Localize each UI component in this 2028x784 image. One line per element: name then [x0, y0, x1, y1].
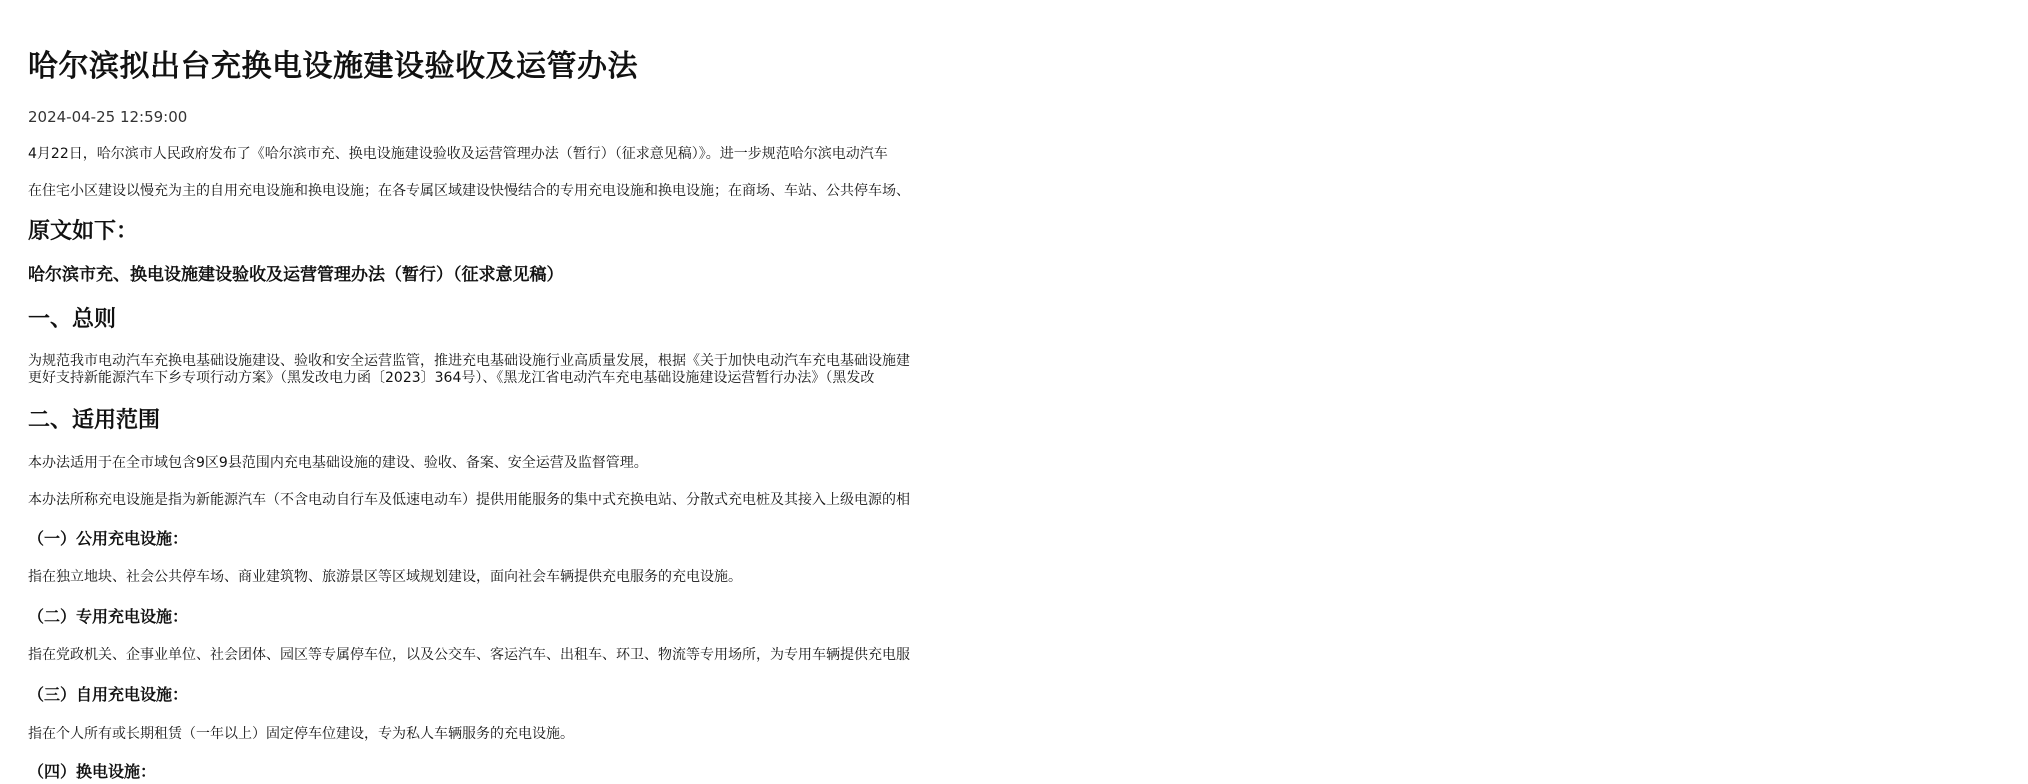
- section-general-line-2: 更好支持新能源汽车下乡专项行动方案》（黑发改电力函〔2023〕364号）、《黑龙江省电动汽车充电基础设施建设运营暂行办法》（黑发改: [28, 370, 875, 386]
- private-facility-heading: （三）自用充电设施：: [28, 685, 189, 704]
- section-general-heading: 一、总则: [28, 307, 117, 332]
- intro-paragraph-2: 在住宅小区建设以慢充为主的自用充电设施和换电设施；在各专属区域建设快慢结合的专用充电设施和换电设施；在商场、车站、公共停车场、: [28, 183, 910, 199]
- dedicated-facility-heading: （二）专用充电设施：: [28, 607, 189, 626]
- public-facility-text: 指在独立地块、社会公共停车场、商业建筑物、旅游景区等区域规划建设，面向社会车辆提供充电服务的充电设施。: [28, 569, 742, 585]
- publish-date: 2024-04-25 12:59:00: [28, 108, 188, 126]
- scope-paragraph-2: 本办法所称充电设施是指为新能源汽车（不含电动自行车及低速电动车）提供用能服务的集中式充换电站、分散式充电桩及其接入上级电源的相: [28, 492, 910, 508]
- intro-paragraph: 4月22日，哈尔滨市人民政府发布了《哈尔滨市充、换电设施建设验收及运营管理办法（暂行）（征求意见稿）》。进一步规范哈尔滨电动汽车: [28, 146, 888, 162]
- scope-paragraph-1: 本办法适用于在全市域包含9区9县范围内充电基础设施的建设、验收、备案、安全运营及监督管理。: [28, 455, 648, 471]
- section-scope-heading: 二、适用范围: [28, 408, 161, 433]
- article-title: 哈尔滨拟出台充换电设施建设验收及运管办法: [28, 49, 638, 84]
- public-facility-heading: （一）公用充电设施：: [28, 529, 189, 548]
- dedicated-facility-text: 指在党政机关、企事业单位、社会团体、园区等专属停车位，以及公交车、客运汽车、出租车、环卫、物流等专用场所，为专用车辆提供充电服: [28, 647, 910, 663]
- swap-facility-heading: （四）换电设施：: [28, 762, 157, 781]
- section-general-line-1: 为规范我市电动汽车充换电基础设施建设、验收和安全运营监管，推进充电基础设施行业高质量发展，根据《关于加快电动汽车充电基础设施建: [28, 353, 910, 369]
- original-text-heading: 原文如下：: [28, 219, 139, 244]
- private-facility-text: 指在个人所有或长期租赁（一年以上）固定停车位建设，专为私人车辆服务的充电设施。: [28, 726, 574, 742]
- document-title: 哈尔滨市充、换电设施建设验收及运营管理办法（暂行）（征求意见稿）: [28, 265, 564, 285]
